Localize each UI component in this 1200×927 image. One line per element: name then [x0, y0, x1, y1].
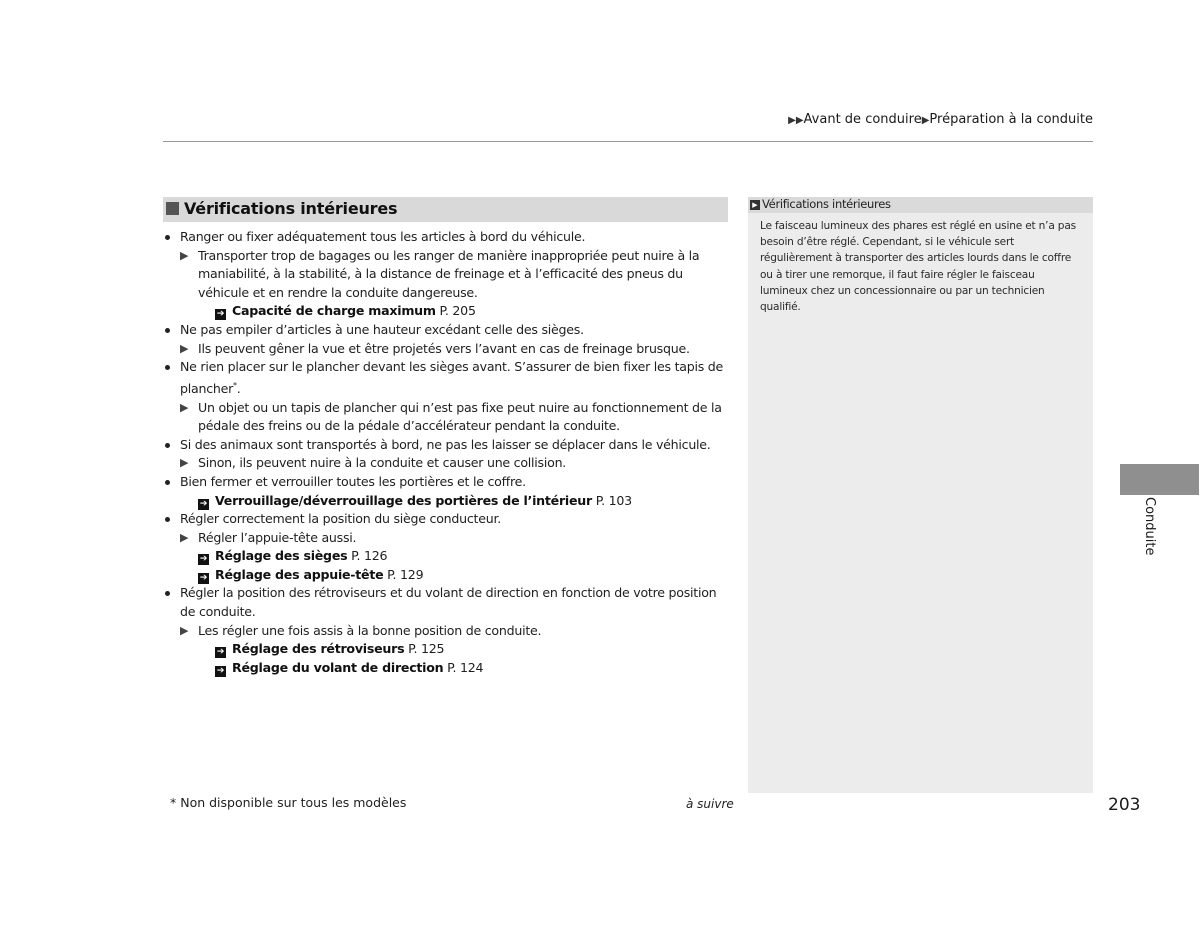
reference-arrow-icon: ➔: [216, 665, 225, 676]
section-header: [163, 197, 728, 222]
reference-page[interactable]: P. 125: [404, 641, 445, 657]
list-item: [163, 436, 733, 455]
footnote-marker: *: [233, 380, 237, 390]
triangle-bullet-icon: ▶: [180, 400, 189, 414]
reference-title[interactable]: Réglage des appuie-tête: [215, 566, 384, 582]
bullet-icon: [165, 365, 170, 370]
header-divider: [163, 141, 1093, 142]
cross-reference[interactable]: [163, 302, 733, 321]
continued-label: à suivre: [686, 797, 734, 811]
bullet-icon: [165, 591, 170, 596]
reference-arrow-icon: ➔: [216, 647, 225, 658]
breadcrumb-section[interactable]: Avant de conduire: [803, 112, 922, 127]
triangle-bullet-icon: ▶: [180, 623, 189, 637]
bullet-icon: [165, 517, 170, 522]
footnote: * Non disponible sur tous les modèles: [170, 795, 407, 810]
sub-item: [163, 454, 733, 473]
triangle-bullet-icon: ▶: [180, 530, 189, 544]
reference-arrow-icon: ➔: [216, 309, 225, 320]
cross-reference[interactable]: [163, 659, 733, 678]
list-item: [163, 584, 733, 621]
list-item-text: Bien fermer et verrouiller toutes les portières et le coffre.: [180, 473, 526, 489]
reference-arrow-icon: ➔: [199, 554, 208, 565]
sub-item-text: Régler l’appuie-tête aussi.: [198, 529, 357, 545]
bullet-icon: [165, 328, 170, 333]
bullet-icon: [165, 235, 170, 240]
cross-reference[interactable]: [163, 640, 733, 659]
cross-reference[interactable]: [163, 566, 733, 585]
list-item-text: Si des animaux sont transportés à bord, ne pas les laisser se déplacer dans le véhicule.: [180, 436, 711, 452]
sidebar-body: Le faisceau lumineux des phares est réglé en usine et n’a pas besoin d’être réglé. Cependant, si le véhicule sert régulièrement à transporter des articles lourds dans le coffre ou à tirer une remorque, il faut faire régler le faisceau lumineux chez un concessionnaire ou par un technicien qualifié.: [760, 220, 1076, 314]
reference-page[interactable]: P. 124: [443, 659, 484, 675]
note-reference-icon: ▶: [750, 200, 760, 210]
list-item: [163, 228, 733, 247]
triangle-bullet-icon: ▶: [180, 456, 189, 470]
list-item: [163, 473, 733, 492]
reference-title[interactable]: Capacité de charge maximum: [232, 303, 436, 319]
list-item-suffix: .: [236, 380, 241, 396]
list-item-text: Ne rien placer sur le plancher devant les sièges avant. S’assurer de bien fixer les tapis de plancher: [180, 359, 724, 396]
breadcrumb-separator-icon: ▶: [921, 115, 930, 126]
sidebar-header: [748, 197, 1093, 213]
triangle-bullet-icon: ▶: [180, 341, 189, 355]
list-item-text: Régler la position des rétroviseurs et du volant de direction en fonction de votre position de conduite.: [180, 585, 717, 620]
sidebar-title: Vérifications intérieures: [762, 197, 891, 211]
reference-title[interactable]: Verrouillage/déverrouillage des portières de l’intérieur: [215, 492, 592, 508]
section-title: Vérifications intérieures: [184, 199, 398, 218]
reference-title[interactable]: Réglage des rétroviseurs: [232, 641, 405, 657]
sub-item-text: Ils peuvent gêner la vue et être projetés vers l’avant en cas de freinage brusque.: [198, 340, 690, 356]
list-item-text: Ranger ou fixer adéquatement tous les articles à bord du véhicule.: [180, 229, 586, 244]
sub-item: [163, 529, 733, 548]
breadcrumb-subsection[interactable]: Préparation à la conduite: [929, 112, 1093, 127]
list-item-text: Ne pas empiler d’articles à une hauteur excédant celle des sièges.: [180, 321, 584, 337]
reference-arrow-icon: ➔: [199, 498, 208, 509]
chapter-tab-label: Conduite: [1142, 497, 1157, 556]
sidebar-note: [748, 197, 1093, 793]
sub-item: [163, 622, 733, 641]
reference-page[interactable]: P. 126: [347, 548, 388, 564]
reference-page[interactable]: P. 103: [591, 492, 632, 508]
list-item: [163, 358, 733, 398]
sub-item-text: Transporter trop de bagages ou les ranger de manière inappropriée peut nuire à la maniabilité, à la stabilité, à la distance de freinage et à l’efficacité des pneus du véhicule et en rendre la conduite dangereuse.: [198, 247, 700, 300]
chapter-tab[interactable]: [1120, 464, 1199, 495]
sub-item: [163, 247, 733, 303]
reference-page[interactable]: P. 205: [435, 303, 476, 319]
reference-arrow-icon: ➔: [199, 572, 208, 583]
breadcrumb-arrows-icon: ▶▶: [788, 115, 804, 126]
cross-reference[interactable]: [163, 492, 733, 511]
reference-page[interactable]: P. 129: [383, 566, 424, 582]
reference-title[interactable]: Réglage du volant de direction: [232, 659, 444, 675]
sub-item: [163, 399, 733, 436]
sub-item: [163, 340, 733, 359]
sub-item-text: Un objet ou un tapis de plancher qui n’est pas fixe peut nuire au fonctionnement de la pédale des freins ou de la pédale d’accélérateur pendant la conduite.: [198, 399, 722, 434]
list-item: [163, 510, 733, 529]
section-square-icon: [166, 202, 179, 215]
bullet-icon: [165, 480, 170, 485]
breadcrumb: [788, 112, 1093, 127]
list-item-text: Régler correctement la position du siège conducteur.: [180, 511, 501, 527]
triangle-bullet-icon: ▶: [180, 248, 189, 262]
list-item: [163, 321, 733, 340]
bullet-icon: [165, 443, 170, 448]
reference-title[interactable]: Réglage des sièges: [215, 548, 348, 564]
page-number: 203: [1108, 795, 1141, 815]
cross-reference[interactable]: [163, 547, 733, 566]
main-content: [163, 228, 733, 677]
sub-item-text: Sinon, ils peuvent nuire à la conduite et causer une collision.: [198, 455, 567, 471]
sub-item-text: Les régler une fois assis à la bonne position de conduite.: [198, 622, 542, 638]
